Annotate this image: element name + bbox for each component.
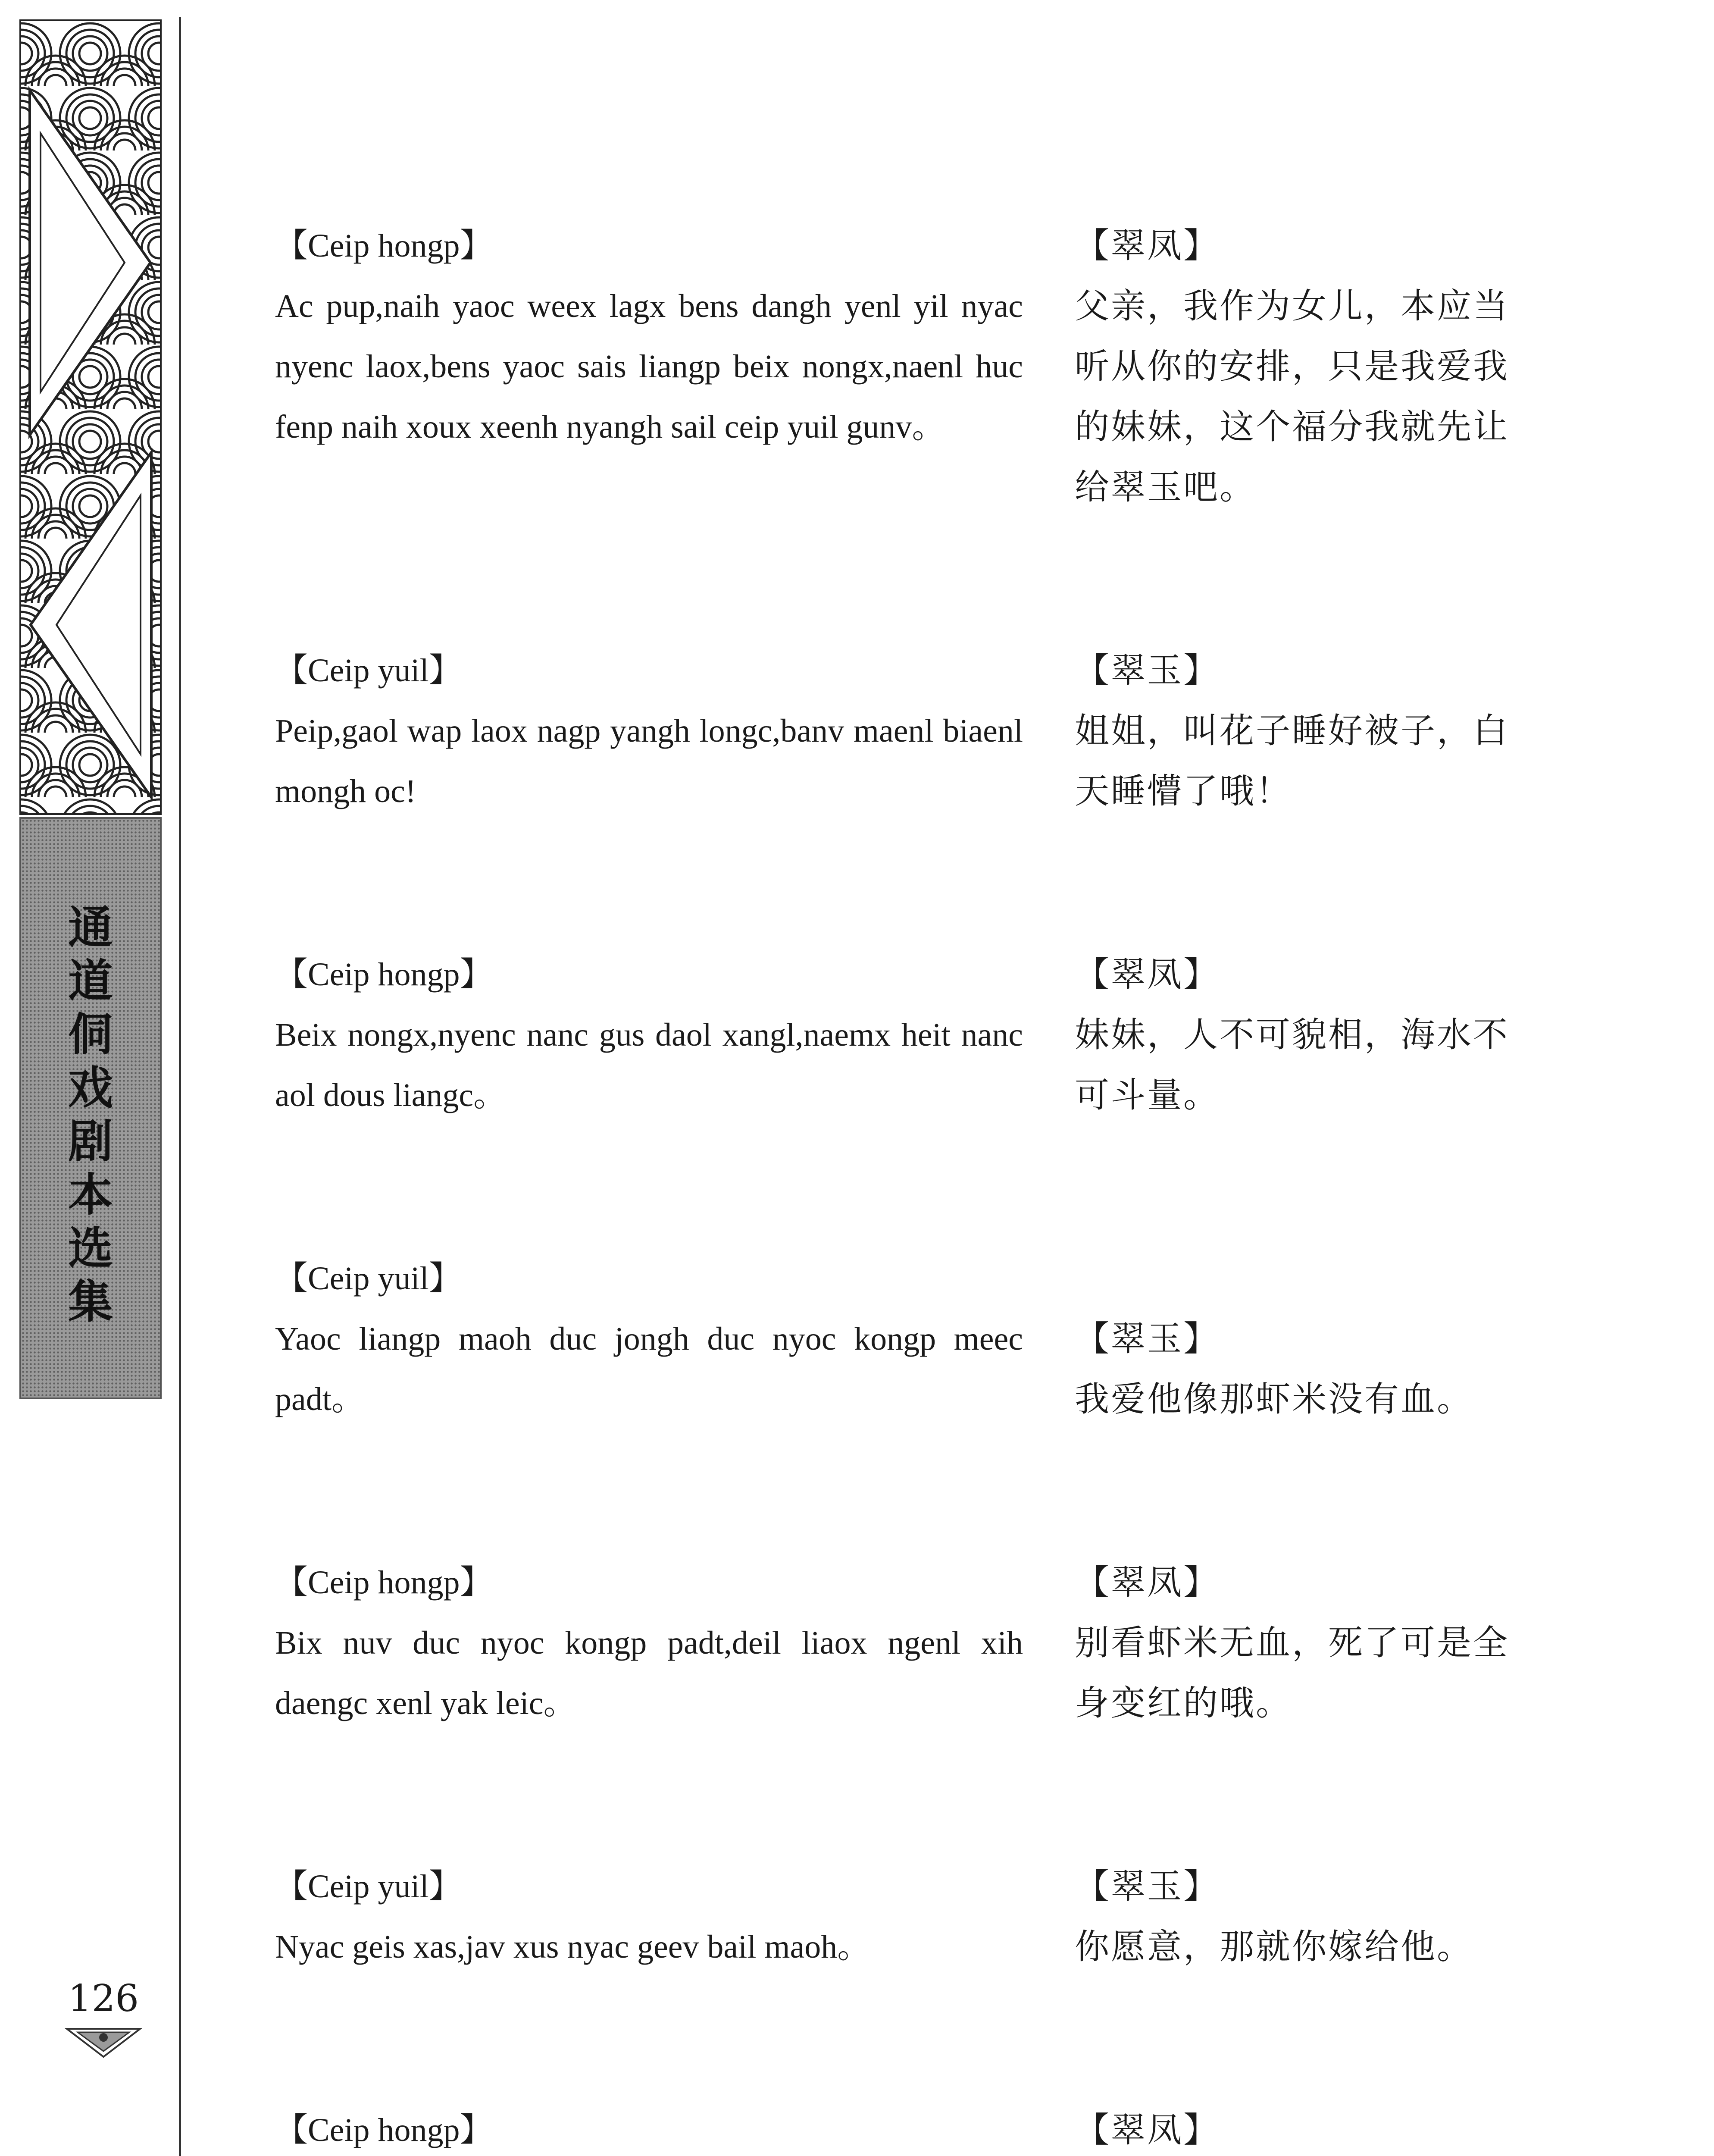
dong-speaker: 【Ceip yuil】 [275,1868,462,1905]
chinese-column [1023,1248,1538,1429]
dong-column [275,1856,1023,1977]
chinese-line: 父亲，我作为女儿，本应当听从你的安排，只是我爱我的妹妹，这个福分我就先让给翠玉吧。 [1075,286,1509,507]
chinese-column [1023,1552,1538,1733]
dong-speaker: 【Ceip hongp】 [275,956,493,993]
dong-column [275,1248,1023,1429]
margin-rule [179,17,181,2156]
chinese-column [1023,216,1538,517]
chinese-spacer [1075,1248,1538,1309]
dong-line: Peip,gaol wap laox nagp yangh longc,banv maenl biaenl mongh oc! [275,713,1023,809]
dong-line: Ac pup,naih yaoc weex lagx bens dangh yenl yil nyac nyenc laox,bens yaoc sais liangp beix nongx,naenl huc fenp naih xoux xeenh nyangh sail ceip yuil gunv。 [275,288,1023,445]
chinese-column [1023,2100,1538,2156]
chinese-line: 妹妹，人不可貌相，海水不可斗量。 [1075,1015,1509,1115]
dong-speaker: 【Ceip yuil】 [275,1260,462,1297]
dialogue-list [275,216,1538,2156]
dong-column [275,216,1023,517]
dong-speaker: 【Ceip hongp】 [275,1564,493,1601]
chinese-column [1023,944,1538,1125]
chinese-speaker: 【翠凤】 [1075,226,1220,266]
dong-column [275,640,1023,821]
dong-speaker: 【Ceip hongp】 [275,2112,493,2148]
dong-line: Yaoc liangp maoh duc jongh duc nyoc kongp meec padt。 [275,1321,1023,1417]
dong-line: Beix nongx,nyenc nanc gus daol xangl,naemx heit nanc aol dous liangc。 [275,1017,1023,1113]
dialogue-entry [275,1248,1538,1429]
dong-speaker: 【Ceip hongp】 [275,228,493,264]
cloud-pattern-decoration [19,19,162,815]
chinese-line: 我爱他像那虾米没有血。 [1075,1379,1473,1419]
page-number: 126 [68,1977,139,2020]
chinese-line: 你愿意，那就你嫁给他。 [1075,1927,1473,1967]
dong-column [275,1552,1023,1733]
book-title-panel [19,817,162,1399]
chinese-column [1023,640,1538,821]
chinese-line: 别看虾米无血，死了可是全身变红的哦。 [1075,1623,1509,1723]
chinese-speaker: 【翠凤】 [1075,2110,1220,2150]
dialogue-entry [275,1552,1538,1733]
chinese-speaker: 【翠凤】 [1075,1562,1220,1602]
chinese-speaker: 【翠玉】 [1075,1319,1220,1359]
dialogue-entry [275,1856,1538,1977]
dong-column [275,2100,1023,2156]
dong-column [275,944,1023,1125]
dong-speaker: 【Ceip yuil】 [275,652,462,689]
chinese-speaker: 【翠玉】 [1075,1866,1220,1906]
chinese-column [1023,1856,1538,1977]
dialogue-entry [275,2100,1538,2156]
dialogue-entry [275,944,1538,1125]
book-title: 通 道 侗 戏 剧 本 选 集 [68,901,113,1328]
chinese-line: 姐姐，叫花子睡好被子，白天睡懵了哦！ [1075,711,1509,811]
dong-line: Nyac geis xas,jav xus nyac geev bail maoh。 [275,1929,870,1965]
dong-line: Bix nuv duc nyoc kongp padt,deil liaox ngenl xih daengc xenl yak leic。 [275,1625,1023,1721]
page-ornament-icon [65,2024,142,2059]
dialogue-entry [275,216,1538,517]
dialogue-entry [275,640,1538,821]
chinese-speaker: 【翠玉】 [1075,650,1220,690]
chinese-speaker: 【翠凤】 [1075,954,1220,994]
